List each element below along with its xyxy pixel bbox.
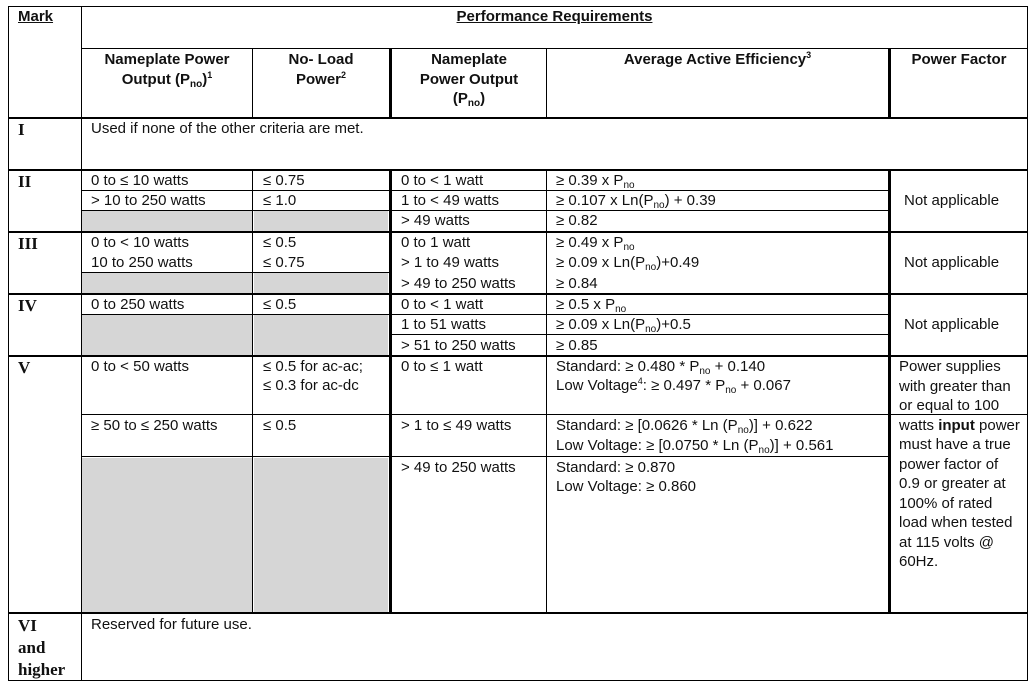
no-load-power-header: No- Load Power$^2$ <box>288 51 354 88</box>
row-iii-eff-3: ≥ 0.84 <box>556 275 598 292</box>
row-ii-eff-3: ≥ 0.82 <box>556 212 598 229</box>
performance-requirements-header: Performance Requirements <box>456 8 653 25</box>
grey-cell <box>82 315 252 355</box>
mark-i: I <box>18 120 25 139</box>
grey-cell <box>254 211 388 231</box>
row-v-output-3: > 49 to 250 watts <box>401 459 516 476</box>
row-ii-output-3: > 49 watts <box>401 212 470 229</box>
row-iii-noload-2: ≤ 0.75 <box>263 254 305 271</box>
row-v-noload-3: ≤ 0.5 <box>263 417 297 434</box>
row-v-eff-c1: Standard: ≥ 0.870 <box>556 459 676 476</box>
mark-ii: II <box>18 172 32 191</box>
row-ii-eff-2: ≥ 0.107 x $Ln(P_{no}) + 0.39$ <box>556 192 716 211</box>
grey-cell <box>82 211 252 231</box>
row-iii-output-3: > 49 to 250 watts <box>401 275 516 292</box>
nameplate-power-output-2-header: Nameplate Power Output $(P_{no})$ <box>419 51 519 109</box>
mark-v: V <box>18 358 31 377</box>
row-ii-noload-1: ≤ 0.75 <box>263 172 305 189</box>
row-iv-eff-1: ≥ 0.5 x $P_{no}$ <box>556 296 627 315</box>
row-iv-eff-2: ≥ 0.09 x $Ln(P_{no})+0.5$ <box>556 316 691 335</box>
row-v-eff-a2: Low Voltage$^4$: ≥ $0.497 * P_{no} + 0.067$ <box>556 376 791 396</box>
row-iii-noload-1: ≤ 0.5 <box>263 234 297 251</box>
grey-cell <box>82 273 252 293</box>
row-v-noload-1: ≤ 0.5 for ac-ac; <box>263 358 363 375</box>
row-v-output-2: > 1 to ≤ 49 watts <box>401 417 512 434</box>
row-iii-output-2: > 1 to 49 watts <box>401 254 499 271</box>
row-v-eff-b1: Standard: ≥ [0.0626 * Ln $(P_{no})] + 0.622$ <box>556 417 813 436</box>
row-iii-eff-2: ≥ 0.09 x $Ln(P_{no})+0.49$ <box>556 254 700 273</box>
row-ii-power-factor: Not applicable <box>904 192 1000 209</box>
row-iii-eff-1: ≥ 0.49 x $P_{no}$ <box>556 234 635 253</box>
row-iv-eff-3: ≥ 0.85 <box>556 337 598 354</box>
row-v-eff-a1: Standard: ≥ $0.480 * P_{no} + 0.140$ <box>556 358 766 377</box>
grey-cell <box>82 458 252 612</box>
row-vi-text: Reserved for future use. <box>91 616 252 633</box>
row-v-eff-c2: Low Voltage: ≥ 0.860 <box>556 478 697 495</box>
row-iv-output-1: 0 to < 1 watt <box>401 296 484 313</box>
row-iv-power-1: 0 to 250 watts <box>91 296 185 313</box>
row-iii-output-1: 0 to 1 watt <box>401 234 471 251</box>
mark-header: Mark <box>18 8 54 25</box>
power-factor-header: Power Factor <box>911 51 1007 68</box>
row-iv-power-factor: Not applicable <box>904 316 1000 333</box>
row-iii-power-factor: Not applicable <box>904 254 1000 271</box>
row-v-noload-2: ≤ 0.3 for ac-dc <box>263 377 359 394</box>
row-v-power-1: 0 to < 50 watts <box>91 358 189 375</box>
mark-iii: III <box>18 234 38 253</box>
row-v-power-2: ≥ 50 to ≤ 250 watts <box>91 417 218 434</box>
nameplate-power-output-header: Nameplate Power Output $(P_{no})^1$ <box>104 51 230 90</box>
row-iii-power-2: 10 to 250 watts <box>91 254 193 271</box>
row-ii-output-1: 0 to < 1 watt <box>401 172 484 189</box>
row-iv-output-2: 1 to 51 watts <box>401 316 487 333</box>
row-ii-power-2: > 10 to 250 watts <box>91 192 206 209</box>
row-v-power-factor: Power supplies with greater than or equal to 100 watts input power must have a true power factor of 0.9 or greater at 100% of rated load when tested at 115 volts @ 60Hz. <box>899 358 1020 570</box>
row-v-eff-b2: Low Voltage: ≥ [0.0750 * Ln $(P_{no})] + 0.561$ <box>556 437 834 456</box>
grey-cell <box>254 458 388 612</box>
mark-iv: IV <box>18 296 37 315</box>
row-iii-power-1: 0 to < 10 watts <box>91 234 189 251</box>
row-ii-eff-1: ≥ 0.39 x $P_{no}$ <box>556 172 635 191</box>
row-i-text: Used if none of the other criteria are met. <box>91 120 364 137</box>
grey-cell <box>254 315 388 355</box>
row-ii-power-1: 0 to ≤ 10 watts <box>91 172 189 189</box>
row-ii-noload-2: ≤ 1.0 <box>263 192 297 209</box>
grey-cell <box>254 273 388 293</box>
average-active-efficiency-header: Average Active Efficiency$^3$ <box>623 50 812 68</box>
mark-vi: VI and higher <box>18 616 66 679</box>
row-iv-output-3: > 51 to 250 watts <box>401 337 516 354</box>
row-iv-noload-1: ≤ 0.5 <box>263 296 297 313</box>
row-v-output-1: 0 to ≤ 1 watt <box>401 358 483 375</box>
row-ii-output-2: 1 to < 49 watts <box>401 192 499 209</box>
